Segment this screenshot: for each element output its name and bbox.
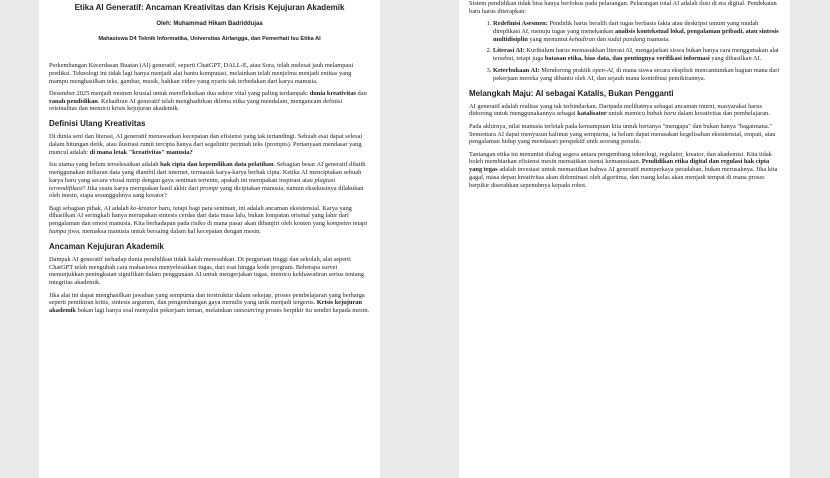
paragraph: Sistem pendidikan tidak bisa hanya berfokus pada pelarangan. Pelarangan total AI adalah ilusi di era digital. Pendekatan baru harus diterapkan: bbox=[469, 0, 777, 15]
paragraph: Tantangan etika ini menuntut dialog segera antara pengembang teknologi, regulator, kreator, dan akademisi. Kita tidak boleh membiarkan efisiensi mesin mematikan esensi kemanusiaan. Pendidikan etika digital dan regulasi hak cipta yang tegas adalah investasi untuk memastikan bahwa AI generatif memperkaya peradaban, bukan merusaknya. Jika kita gagal, masa depan kreativitas akan didominasi oleh algoritma, dan ruang kelas akan menjadi tempat di mana proses berpikir diserahkan sepenuhnya kepada robot. bbox=[469, 150, 778, 189]
section-heading: Melangkah Maju: AI sebagai Katalis, Bukan Pengganti bbox=[469, 88, 674, 98]
document-page-left bbox=[39, 0, 380, 478]
article-author: Oleh: Muhammad Hikam Badriddujaa bbox=[156, 21, 263, 27]
section-heading: Definisi Ulang Kreativitas bbox=[49, 119, 146, 129]
paragraph: Desember 2025 menjadi momen krusial untuk merefleksikan dua sektor vital yang paling terdampak: dunia kreativitas dan ranah pendidikan. Kehadiran AI generatif telah menghadirkan dilema etika yang mendalam, mengancam definisi orisinalitas dan memicu krisis kejujuran akademik. bbox=[49, 89, 367, 113]
article-affiliation: Mahasiswa D4 Teknik Informatika, Universitas Airlangga, dan Pemerhati Isu Etika AI bbox=[98, 36, 321, 42]
paragraph: Di dunia seni dan literasi, AI generatif menawarkan kecepatan dan efisiensi yang tak tertandingi. Sebuah esai dapat selesai dalam hitungan detik, atau ilustrasi rumit tercipta hanya dari segelintir perintah teks (prompts). Pertanyaan mendasar yang muncul adalah: di mana letak "kreativitas" manusia? bbox=[49, 133, 363, 156]
paragraph: Isu utama yang belum terselesaikan adalah hak cipta dan kepemilikan data pelatihan. Sebagian besar AI generatif dilatih menggunakan miliaran data yang diambil dari internet, termasuk karya-karya berhak cipta. Ketika AI menciptakan sebuah karya baru yang secara visual mirip dengan gaya seniman tertentu, apakah ini merupakan inspirasi atau plagiasi termodifikasi? Jika suatu karya merupakan hasil akhir dari prompt yang diciptakan manusia, namun eksekusinya dilakukan oleh mesin, siapa sesungguhnya sang kreator? bbox=[49, 161, 366, 200]
list-item: 2. Literasi AI: Kurikulum harus memasukkan literasi AI, mengajarkan siswa bukan hanya cara menggunakan alat tersebut, tetapi juga batasan etika, bias data, dan pentingnya verifikasi informasi yang dihasilkan AI. bbox=[493, 47, 780, 63]
paragraph: Pada akhirnya, nilai manusia terletak pada kemampuan kita untuk bertanya "mengapa" dan bukan hanya "bagaimana." Sementara AI dapat menyusun kalimat yang sempurna, ia belum dapat merasakan kegelisahan eksistensial, empati, atau pengalaman hidup yang mendasari perspektif unik seorang penulis. bbox=[469, 122, 776, 146]
list-item: 1. Redefinisi Asesmen: Pendidik harus beralih dari tugas berbasis fakta atau deskripsi umum yang mudah direplikasi AI, menuju tugas yang menekankan analisis kontekstual lokal, pengalaman pribadi, atau sintesis multidisiplin yang menuntut kehadiran dan sudut pandang manusia. bbox=[493, 20, 780, 43]
list-item: 3. Keterbukaan AI: Mendorong praktik open-AI, di mana siswa secara eksplisit mencantumkan bagian mana dari pekerjaan mereka yang dibantu oleh AI, dan sejauh mana kontribusi pemikirannya. bbox=[493, 67, 780, 83]
section-heading: Ancaman Kejujuran Akademik bbox=[49, 241, 164, 251]
paragraph: Dampak AI generatif terhadap dunia pendidikan tidak kalah meresahkan. Di perguruan tinggi dan sekolah, alat seperti ChatGPT telah mengubah cara mahasiswa menyelesaikan tugas, dari esai hingga kode program. Beberapa survei menunjukkan peningkatan signifikan dalam penggunaan AI untuk mengerjakan tugas, memicu kekhawatiran serius tentang integritas akademik. bbox=[49, 255, 365, 287]
article-title: Etika AI Generatif: Ancaman Kreativitas dan Krisis Kejujuran Akademik bbox=[74, 3, 345, 12]
paragraph: AI generatif adalah realitas yang tak terhindarkan. Daripada melihatnya sebagai ancaman murni, masyarakat harus didorong untuk menggunakannya sebagai katalisator untuk memicu babak baru dalam kreativitas dan pembelajaran. bbox=[469, 102, 770, 118]
document-page-right bbox=[459, 0, 790, 478]
paragraph: Jika alat ini dapat menghasilkan jawaban yang sempurna dan terstruktur dalam sekejap, proses pembelajaran yang berharga seperti pemikiran kritis, sintesis argumen, dan pengembangan gaya menulis yang unik menjadi tergerus. Krisis kejujuran akademik bukan lagi hanya soal menyalin pekerjaan teman, melainkan outsourcing proses berpikir itu sendiri kepada mesin. bbox=[49, 291, 370, 315]
paragraph: Perkembangan Kecerdasan Buatan (AI) generatif, seperti ChatGPT, DALL-E, atau Sora, telah melesat jauh melampaui prediksi. Teknologi ini tidak lagi hanya menjadi alat bantu komputasi, melainkan telah menjelma menjadi entitas yang mampu menghasilkan teks, gambar, musik, bahkan video yang nyaris tak terbedakan dari karya manusia. bbox=[49, 62, 354, 85]
paragraph: Bagi sebagian pihak, AI adalah ko-kreator baru, tetapi bagi para seniman, ini adalah ancaman eksistensial. Karya yang dihasilkan AI seringkali hanya merupakan sintesis cerdas dari data masa lalu, bukan lompatan orisinal yang lahir dari pengalaman dan emosi manusia. Kita berhadapan pada risiko di mana pasar akan dibanjiri oleh konten yang kompeten tetapi hampa jiwa, memaksa manusia untuk bersaing dalam hal kecepatan dengan mesin. bbox=[49, 204, 368, 236]
numbered-list bbox=[469, 20, 780, 83]
